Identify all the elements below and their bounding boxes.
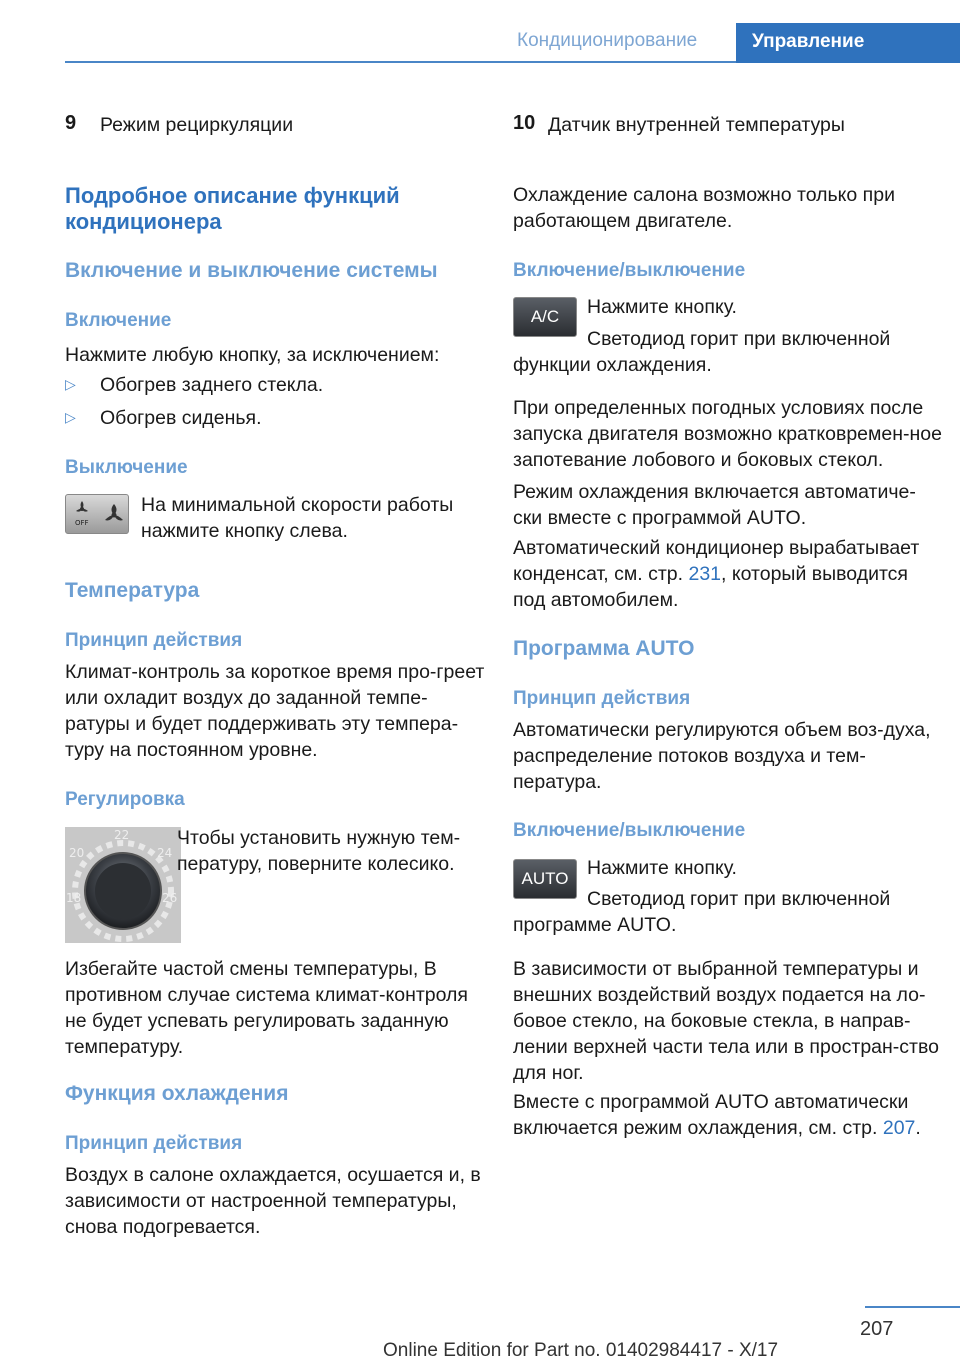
condensate-text: Автоматический кондиционер вырабатывает конденсат, см. стр. 231, который выводится под автомобилем. [513, 537, 920, 611]
triangle-bullet-icon: ▷ [65, 376, 76, 392]
fan-icon [66, 495, 130, 535]
page-number: 207 [860, 1318, 894, 1340]
weather-text: При определенных погодных условиях после запуска двигателя возможно кратковремен-ное запотевание лобового и боковых стекол. [513, 397, 942, 471]
on-text: Нажмите любую кнопку, за исключением: [65, 344, 440, 366]
heading-adjust: Регулировка [65, 789, 185, 810]
svg-text:22: 22 [114, 828, 130, 842]
heading-onoff: Включение и выключение системы [65, 259, 438, 282]
footer-rule [865, 1306, 960, 1308]
heading-on: Включение [65, 310, 172, 331]
led-ac-text: Светодиод горит при включенной функции охлаждения. [513, 328, 891, 376]
svg-text:20: 20 [69, 846, 85, 860]
header-section-title: Кондиционирование [517, 30, 698, 51]
heading-onoff-auto: Включение/выключение [513, 820, 746, 841]
bullet-item: ▷ Обогрев заднего стекла. [65, 374, 324, 396]
auto-button-image: AUTO [513, 859, 577, 899]
svg-text:18: 18 [66, 891, 82, 905]
heading-temperature: Температура [65, 579, 200, 602]
off-text: На минимальной скорости работы нажмите кнопку слева. [141, 494, 454, 542]
heading-cooling: Функция охлаждения [65, 1082, 289, 1105]
press-button-text: Нажмите кнопку. [587, 857, 737, 879]
page-link-207[interactable]: 207 [882, 1117, 916, 1139]
led-auto-text: Светодиод горит при включенной программе AUTO. [513, 888, 891, 936]
triangle-bullet-icon: ▷ [65, 409, 76, 425]
heading-detail: Подробное описание функций кондиционера [65, 183, 400, 234]
svg-text:26: 26 [162, 891, 178, 905]
svg-text:24: 24 [157, 846, 173, 860]
heading-onoff-ac: Включение/выключение [513, 260, 746, 281]
header-chapter-tab[interactable]: Управление [736, 23, 960, 63]
auto-text: Автоматически регулируются объем воз-духа, распределение потоков воздуха и тем-пература. [513, 719, 931, 793]
fan-off-button-image [65, 494, 129, 534]
auto-mode-text: Режим охлаждения включается автоматиче-ски вместе с программой AUTO. [513, 481, 916, 529]
heading-off: Выключение [65, 457, 188, 478]
bullet-item: ▷ Обогрев сиденья. [65, 407, 262, 429]
heading-principle: Принцип действия [65, 630, 243, 651]
air-distribution-text: В зависимости от выбранной температуры и внешних воздействий воздух подается на ло-бовое стекло, на боковые стекла, в направ-лении верхней части тела или в простран-ство для ног. [513, 958, 939, 1084]
edition-footer: Online Edition for Part no. 01402984417 - X/17 [383, 1340, 779, 1361]
avoid-text: Избегайте частой смены температуры, В противном случае система климат-контроля не будет успевать регулировать заданную температуру. [65, 958, 468, 1058]
ac-button-image: A/C [513, 297, 577, 337]
cooling-engine-text: Охлаждение салона возможно только при работающем двигателе. [513, 184, 895, 232]
heading-principle: Принцип действия [513, 688, 691, 709]
temperature-knob-image [65, 827, 181, 943]
adjust-text: Чтобы установить нужную тем-пературу, поверните колесико. [177, 827, 461, 875]
cooling-text: Воздух в салоне охлаждается, осушается и, в зависимости от настроенной температуры, снова подогревается. [65, 1164, 481, 1238]
heading-principle: Принцип действия [65, 1133, 243, 1154]
press-button-text: Нажмите кнопку. [587, 296, 737, 318]
page-link-231[interactable]: 231 [688, 563, 722, 585]
with-auto-text: Вместе с программой AUTO автоматически включается режим охлаждения, см. стр. 207. [513, 1091, 921, 1139]
svg-text:OFF: OFF [75, 519, 89, 527]
temperature-text: Климат-контроль за короткое время про-греет или охладит воздух до заданной темпе-ратуры и будет поддерживать эту темпера-туру на постоянном уровне. [65, 661, 485, 761]
heading-auto-program: Программа AUTO [513, 637, 695, 660]
